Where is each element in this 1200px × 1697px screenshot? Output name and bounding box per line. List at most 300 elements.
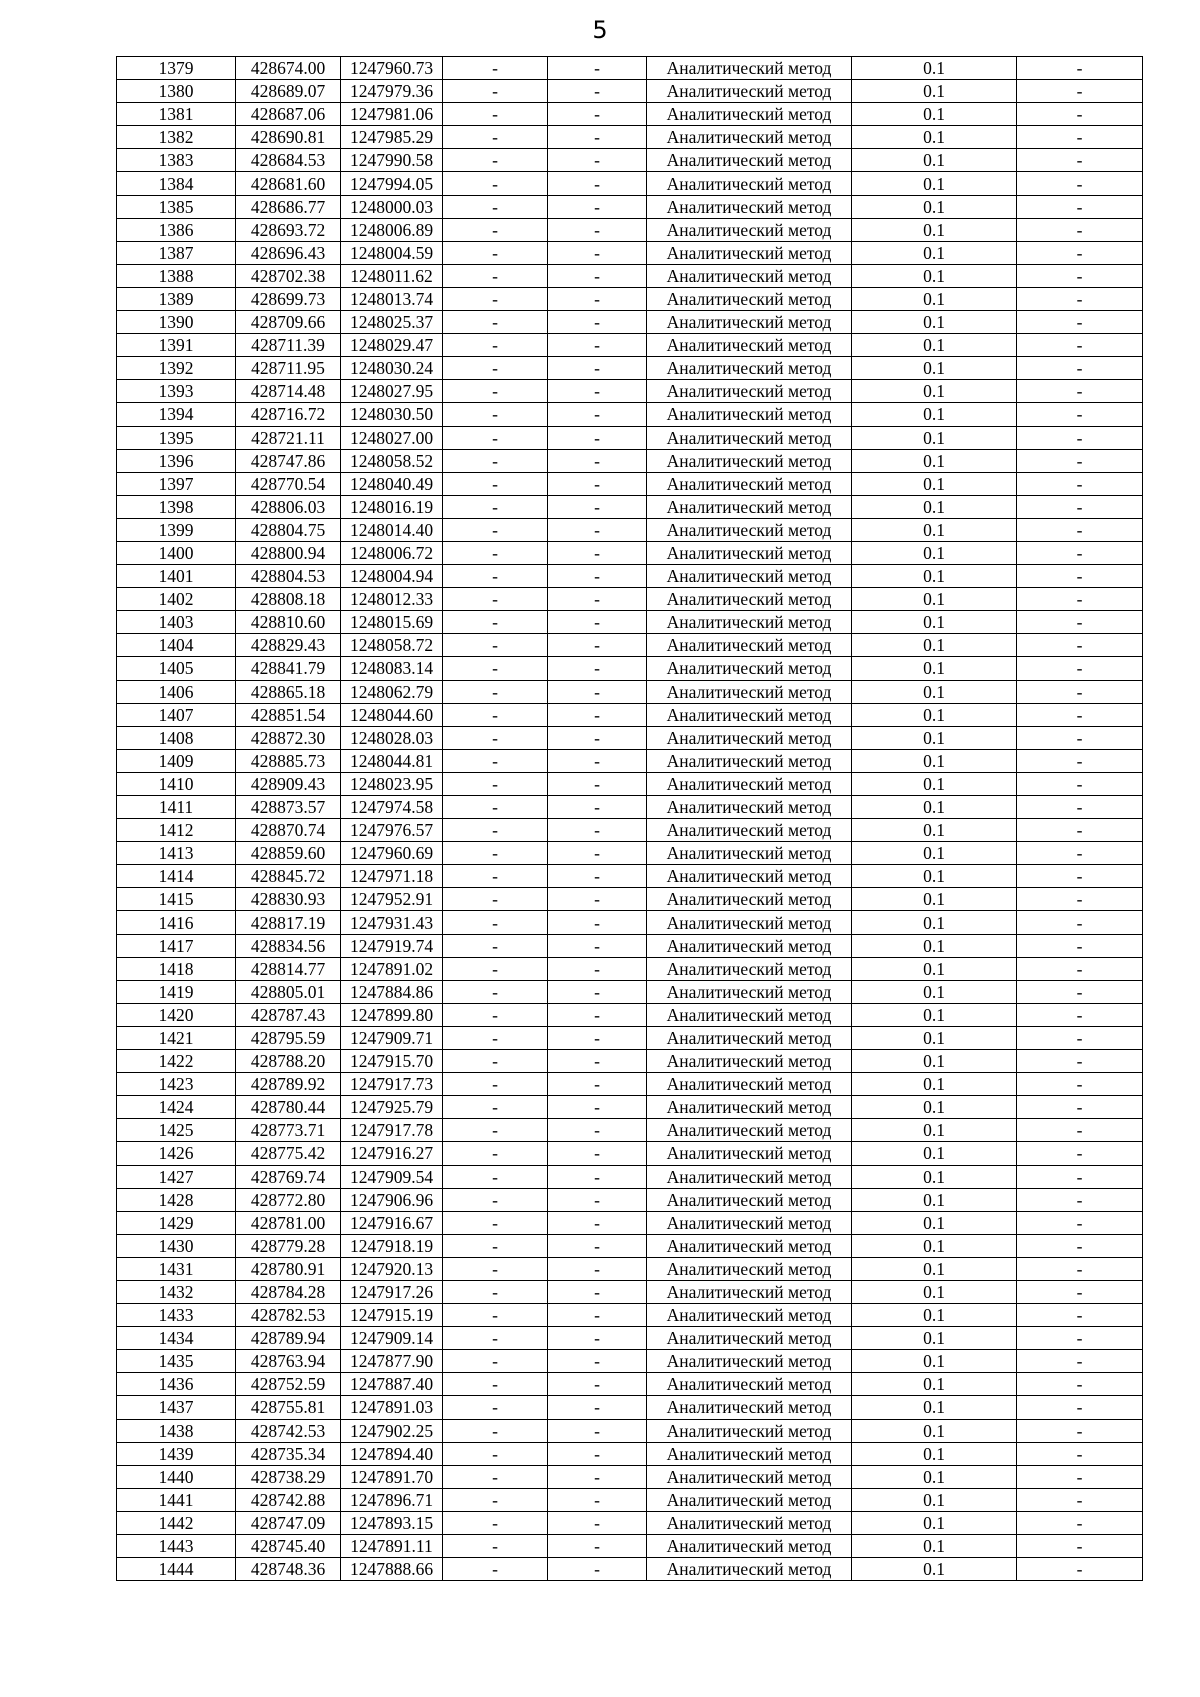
empty-value-cell: - [548,172,647,195]
x-coordinate-cell: 428841.79 [236,657,341,680]
accuracy-cell: 0.1 [852,634,1017,657]
point-number-cell: 1406 [117,680,236,703]
empty-value-cell: - [443,195,548,218]
method-cell: Аналитический метод [647,357,852,380]
point-number-cell: 1412 [117,819,236,842]
x-coordinate-cell: 428865.18 [236,680,341,703]
empty-value-cell: - [1017,726,1143,749]
y-coordinate-cell: 1247891.70 [341,1465,443,1488]
method-cell: Аналитический метод [647,1073,852,1096]
empty-value-cell: - [443,1396,548,1419]
y-coordinate-cell: 1247887.40 [341,1373,443,1396]
empty-value-cell: - [1017,126,1143,149]
empty-value-cell: - [1017,1026,1143,1049]
x-coordinate-cell: 428773.71 [236,1119,341,1142]
empty-value-cell: - [1017,1003,1143,1026]
empty-value-cell: - [548,311,647,334]
method-cell: Аналитический метод [647,726,852,749]
method-cell: Аналитический метод [647,1188,852,1211]
method-cell: Аналитический метод [647,1419,852,1442]
y-coordinate-cell: 1248015.69 [341,611,443,634]
table-row [117,680,1143,703]
y-coordinate-cell: 1247891.02 [341,957,443,980]
point-number-cell: 1417 [117,934,236,957]
empty-value-cell: - [443,1327,548,1350]
point-number-cell: 1431 [117,1257,236,1280]
table-row [117,565,1143,588]
empty-value-cell: - [1017,218,1143,241]
point-number-cell: 1400 [117,541,236,564]
accuracy-cell: 0.1 [852,449,1017,472]
method-cell: Аналитический метод [647,495,852,518]
accuracy-cell: 0.1 [852,1373,1017,1396]
x-coordinate-cell: 428814.77 [236,957,341,980]
method-cell: Аналитический метод [647,1142,852,1165]
table-row [117,1142,1143,1165]
y-coordinate-cell: 1248023.95 [341,772,443,795]
empty-value-cell: - [443,126,548,149]
method-cell: Аналитический метод [647,1304,852,1327]
y-coordinate-cell: 1247888.66 [341,1558,443,1581]
x-coordinate-cell: 428745.40 [236,1535,341,1558]
empty-value-cell: - [548,541,647,564]
x-coordinate-cell: 428834.56 [236,934,341,957]
empty-value-cell: - [548,749,647,772]
table-row [117,334,1143,357]
method-cell: Аналитический метод [647,1373,852,1396]
empty-value-cell: - [1017,357,1143,380]
method-cell: Аналитический метод [647,1350,852,1373]
method-cell: Аналитический метод [647,403,852,426]
table-row [117,426,1143,449]
empty-value-cell: - [443,1142,548,1165]
table-row [117,1442,1143,1465]
y-coordinate-cell: 1247917.73 [341,1073,443,1096]
accuracy-cell: 0.1 [852,1211,1017,1234]
empty-value-cell: - [548,1350,647,1373]
method-cell: Аналитический метод [647,1396,852,1419]
table-row [117,311,1143,334]
method-cell: Аналитический метод [647,1280,852,1303]
empty-value-cell: - [443,495,548,518]
empty-value-cell: - [548,103,647,126]
point-number-cell: 1382 [117,126,236,149]
empty-value-cell: - [1017,80,1143,103]
empty-value-cell: - [443,518,548,541]
empty-value-cell: - [443,1211,548,1234]
accuracy-cell: 0.1 [852,703,1017,726]
method-cell: Аналитический метод [647,842,852,865]
empty-value-cell: - [548,1280,647,1303]
empty-value-cell: - [548,495,647,518]
empty-value-cell: - [1017,1234,1143,1257]
x-coordinate-cell: 428870.74 [236,819,341,842]
empty-value-cell: - [443,1419,548,1442]
accuracy-cell: 0.1 [852,611,1017,634]
point-number-cell: 1395 [117,426,236,449]
accuracy-cell: 0.1 [852,472,1017,495]
empty-value-cell: - [548,1257,647,1280]
empty-value-cell: - [1017,1257,1143,1280]
accuracy-cell: 0.1 [852,1188,1017,1211]
method-cell: Аналитический метод [647,195,852,218]
empty-value-cell: - [1017,1396,1143,1419]
point-number-cell: 1437 [117,1396,236,1419]
empty-value-cell: - [548,957,647,980]
accuracy-cell: 0.1 [852,80,1017,103]
x-coordinate-cell: 428752.59 [236,1373,341,1396]
empty-value-cell: - [548,357,647,380]
point-number-cell: 1424 [117,1096,236,1119]
accuracy-cell: 0.1 [852,1119,1017,1142]
x-coordinate-cell: 428845.72 [236,865,341,888]
y-coordinate-cell: 1247917.78 [341,1119,443,1142]
y-coordinate-cell: 1247920.13 [341,1257,443,1280]
empty-value-cell: - [1017,980,1143,1003]
point-number-cell: 1432 [117,1280,236,1303]
accuracy-cell: 0.1 [852,726,1017,749]
y-coordinate-cell: 1247884.86 [341,980,443,1003]
empty-value-cell: - [548,1465,647,1488]
x-coordinate-cell: 428686.77 [236,195,341,218]
method-cell: Аналитический метод [647,472,852,495]
point-number-cell: 1391 [117,334,236,357]
method-cell: Аналитический метод [647,634,852,657]
method-cell: Аналитический метод [647,934,852,957]
empty-value-cell: - [443,980,548,1003]
empty-value-cell: - [1017,565,1143,588]
empty-value-cell: - [548,657,647,680]
accuracy-cell: 0.1 [852,1257,1017,1280]
point-number-cell: 1442 [117,1511,236,1534]
y-coordinate-cell: 1247994.05 [341,172,443,195]
point-number-cell: 1380 [117,80,236,103]
method-cell: Аналитический метод [647,1511,852,1534]
empty-value-cell: - [548,241,647,264]
x-coordinate-cell: 428873.57 [236,796,341,819]
y-coordinate-cell: 1248014.40 [341,518,443,541]
empty-value-cell: - [1017,334,1143,357]
table-row [117,172,1143,195]
accuracy-cell: 0.1 [852,541,1017,564]
empty-value-cell: - [443,403,548,426]
x-coordinate-cell: 428770.54 [236,472,341,495]
accuracy-cell: 0.1 [852,1304,1017,1327]
x-coordinate-cell: 428784.28 [236,1280,341,1303]
accuracy-cell: 0.1 [852,911,1017,934]
y-coordinate-cell: 1247976.57 [341,819,443,842]
table-row [117,1350,1143,1373]
empty-value-cell: - [443,1026,548,1049]
point-number-cell: 1404 [117,634,236,657]
accuracy-cell: 0.1 [852,195,1017,218]
point-number-cell: 1403 [117,611,236,634]
empty-value-cell: - [548,1442,647,1465]
empty-value-cell: - [443,380,548,403]
accuracy-cell: 0.1 [852,1535,1017,1558]
empty-value-cell: - [548,888,647,911]
point-number-cell: 1379 [117,57,236,80]
accuracy-cell: 0.1 [852,680,1017,703]
method-cell: Аналитический метод [647,1050,852,1073]
empty-value-cell: - [443,819,548,842]
empty-value-cell: - [443,957,548,980]
point-number-cell: 1402 [117,588,236,611]
x-coordinate-cell: 428769.74 [236,1165,341,1188]
empty-value-cell: - [1017,888,1143,911]
empty-value-cell: - [443,1373,548,1396]
method-cell: Аналитический метод [647,1442,852,1465]
y-coordinate-cell: 1248044.60 [341,703,443,726]
empty-value-cell: - [548,911,647,934]
x-coordinate-cell: 428851.54 [236,703,341,726]
empty-value-cell: - [443,865,548,888]
y-coordinate-cell: 1247918.19 [341,1234,443,1257]
method-cell: Аналитический метод [647,241,852,264]
empty-value-cell: - [548,565,647,588]
table-row [117,1280,1143,1303]
empty-value-cell: - [443,1280,548,1303]
empty-value-cell: - [1017,1558,1143,1581]
empty-value-cell: - [548,472,647,495]
x-coordinate-cell: 428709.66 [236,311,341,334]
point-number-cell: 1386 [117,218,236,241]
y-coordinate-cell: 1247893.15 [341,1511,443,1534]
point-number-cell: 1436 [117,1373,236,1396]
y-coordinate-cell: 1247960.73 [341,57,443,80]
empty-value-cell: - [1017,403,1143,426]
point-number-cell: 1384 [117,172,236,195]
table-row [117,1396,1143,1419]
empty-value-cell: - [1017,865,1143,888]
accuracy-cell: 0.1 [852,565,1017,588]
table-row [117,1304,1143,1327]
accuracy-cell: 0.1 [852,1396,1017,1419]
empty-value-cell: - [1017,772,1143,795]
empty-value-cell: - [1017,1280,1143,1303]
table-row [117,1373,1143,1396]
table-row [117,1073,1143,1096]
x-coordinate-cell: 428885.73 [236,749,341,772]
accuracy-cell: 0.1 [852,380,1017,403]
x-coordinate-cell: 428780.44 [236,1096,341,1119]
method-cell: Аналитический метод [647,80,852,103]
empty-value-cell: - [1017,172,1143,195]
empty-value-cell: - [443,1304,548,1327]
empty-value-cell: - [548,80,647,103]
accuracy-cell: 0.1 [852,1026,1017,1049]
y-coordinate-cell: 1247909.71 [341,1026,443,1049]
empty-value-cell: - [443,172,548,195]
x-coordinate-cell: 428800.94 [236,541,341,564]
empty-value-cell: - [1017,1465,1143,1488]
x-coordinate-cell: 428687.06 [236,103,341,126]
empty-value-cell: - [1017,1350,1143,1373]
table-row [117,149,1143,172]
y-coordinate-cell: 1248004.94 [341,565,443,588]
empty-value-cell: - [1017,1535,1143,1558]
empty-value-cell: - [548,588,647,611]
table-row [117,1558,1143,1581]
empty-value-cell: - [1017,149,1143,172]
x-coordinate-cell: 428755.81 [236,1396,341,1419]
x-coordinate-cell: 428830.93 [236,888,341,911]
empty-value-cell: - [1017,241,1143,264]
accuracy-cell: 0.1 [852,819,1017,842]
table-row [117,1257,1143,1280]
empty-value-cell: - [548,1003,647,1026]
empty-value-cell: - [548,126,647,149]
point-number-cell: 1444 [117,1558,236,1581]
empty-value-cell: - [443,311,548,334]
method-cell: Аналитический метод [647,888,852,911]
empty-value-cell: - [548,287,647,310]
empty-value-cell: - [443,634,548,657]
empty-value-cell: - [443,842,548,865]
method-cell: Аналитический метод [647,1257,852,1280]
table-row [117,796,1143,819]
empty-value-cell: - [548,218,647,241]
accuracy-cell: 0.1 [852,126,1017,149]
accuracy-cell: 0.1 [852,311,1017,334]
method-cell: Аналитический метод [647,611,852,634]
empty-value-cell: - [1017,680,1143,703]
accuracy-cell: 0.1 [852,1003,1017,1026]
empty-value-cell: - [548,611,647,634]
method-cell: Аналитический метод [647,1096,852,1119]
empty-value-cell: - [548,1558,647,1581]
point-number-cell: 1438 [117,1419,236,1442]
y-coordinate-cell: 1247915.19 [341,1304,443,1327]
method-cell: Аналитический метод [647,264,852,287]
empty-value-cell: - [1017,911,1143,934]
table-row [117,195,1143,218]
empty-value-cell: - [1017,703,1143,726]
point-number-cell: 1425 [117,1119,236,1142]
table-row [117,1188,1143,1211]
x-coordinate-cell: 428804.53 [236,565,341,588]
empty-value-cell: - [548,680,647,703]
table-row [117,472,1143,495]
y-coordinate-cell: 1248027.95 [341,380,443,403]
method-cell: Аналитический метод [647,1003,852,1026]
y-coordinate-cell: 1248011.62 [341,264,443,287]
empty-value-cell: - [1017,380,1143,403]
empty-value-cell: - [548,980,647,1003]
empty-value-cell: - [1017,195,1143,218]
accuracy-cell: 0.1 [852,749,1017,772]
empty-value-cell: - [1017,1419,1143,1442]
method-cell: Аналитический метод [647,172,852,195]
method-cell: Аналитический метод [647,1119,852,1142]
x-coordinate-cell: 428699.73 [236,287,341,310]
point-number-cell: 1388 [117,264,236,287]
y-coordinate-cell: 1247891.11 [341,1535,443,1558]
point-number-cell: 1422 [117,1050,236,1073]
x-coordinate-cell: 428805.01 [236,980,341,1003]
x-coordinate-cell: 428693.72 [236,218,341,241]
method-cell: Аналитический метод [647,657,852,680]
point-number-cell: 1393 [117,380,236,403]
method-cell: Аналитический метод [647,911,852,934]
accuracy-cell: 0.1 [852,103,1017,126]
x-coordinate-cell: 428806.03 [236,495,341,518]
empty-value-cell: - [548,1096,647,1119]
accuracy-cell: 0.1 [852,957,1017,980]
y-coordinate-cell: 1247917.26 [341,1280,443,1303]
empty-value-cell: - [443,565,548,588]
empty-value-cell: - [443,1511,548,1534]
point-number-cell: 1399 [117,518,236,541]
y-coordinate-cell: 1247981.06 [341,103,443,126]
method-cell: Аналитический метод [647,703,852,726]
x-coordinate-cell: 428716.72 [236,403,341,426]
accuracy-cell: 0.1 [852,287,1017,310]
empty-value-cell: - [443,218,548,241]
x-coordinate-cell: 428714.48 [236,380,341,403]
empty-value-cell: - [548,1165,647,1188]
method-cell: Аналитический метод [647,1465,852,1488]
x-coordinate-cell: 428681.60 [236,172,341,195]
x-coordinate-cell: 428829.43 [236,634,341,657]
method-cell: Аналитический метод [647,1327,852,1350]
accuracy-cell: 0.1 [852,772,1017,795]
y-coordinate-cell: 1247877.90 [341,1350,443,1373]
point-number-cell: 1397 [117,472,236,495]
y-coordinate-cell: 1248006.89 [341,218,443,241]
empty-value-cell: - [1017,311,1143,334]
table-row [117,403,1143,426]
y-coordinate-cell: 1247891.03 [341,1396,443,1419]
empty-value-cell: - [548,842,647,865]
method-cell: Аналитический метод [647,57,852,80]
y-coordinate-cell: 1247971.18 [341,865,443,888]
table-row [117,241,1143,264]
table-row [117,865,1143,888]
empty-value-cell: - [443,934,548,957]
y-coordinate-cell: 1248029.47 [341,334,443,357]
y-coordinate-cell: 1247906.96 [341,1188,443,1211]
y-coordinate-cell: 1247909.54 [341,1165,443,1188]
table-row [117,726,1143,749]
empty-value-cell: - [548,57,647,80]
accuracy-cell: 0.1 [852,1234,1017,1257]
empty-value-cell: - [548,449,647,472]
x-coordinate-cell: 428684.53 [236,149,341,172]
empty-value-cell: - [443,726,548,749]
method-cell: Аналитический метод [647,311,852,334]
y-coordinate-cell: 1248012.33 [341,588,443,611]
empty-value-cell: - [443,888,548,911]
accuracy-cell: 0.1 [852,1511,1017,1534]
table-row [117,1234,1143,1257]
accuracy-cell: 0.1 [852,426,1017,449]
method-cell: Аналитический метод [647,749,852,772]
empty-value-cell: - [443,749,548,772]
accuracy-cell: 0.1 [852,1465,1017,1488]
table-row [117,842,1143,865]
table-row [117,541,1143,564]
y-coordinate-cell: 1247960.69 [341,842,443,865]
x-coordinate-cell: 428711.95 [236,357,341,380]
y-coordinate-cell: 1248058.52 [341,449,443,472]
y-coordinate-cell: 1248030.24 [341,357,443,380]
empty-value-cell: - [443,1234,548,1257]
empty-value-cell: - [548,403,647,426]
y-coordinate-cell: 1248028.03 [341,726,443,749]
accuracy-cell: 0.1 [852,57,1017,80]
point-number-cell: 1394 [117,403,236,426]
